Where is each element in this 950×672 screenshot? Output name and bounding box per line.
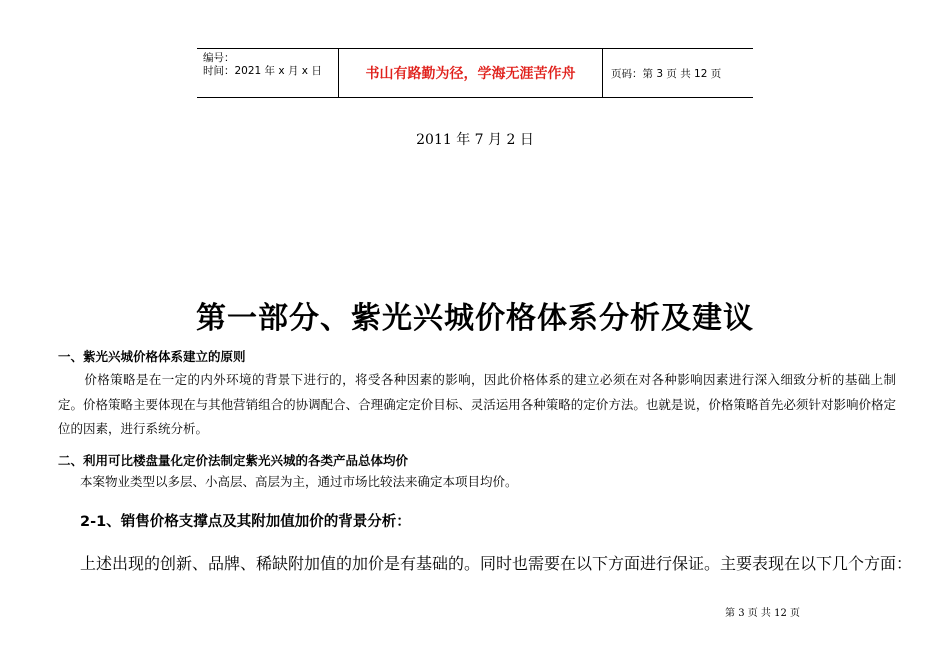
header-motto: 书山有路勤为径，学海无涯苦作舟 xyxy=(339,49,603,97)
section2-heading: 二、利用可比楼盘量化定价法制定紫光兴城的各类产品总体均价 xyxy=(58,453,409,468)
page-footer: 第 3 页 共 12 页 xyxy=(725,608,800,619)
header-page-info: 页码：第 3 页 共 12 页 xyxy=(611,67,722,80)
header-table xyxy=(197,48,753,98)
subsection-body: 上述出现的创新、品牌、稀缺附加值的加价是有基础的。同时也需要在以下方面进行保证。主要表现在以下几个方面： xyxy=(80,554,913,573)
section1-paragraph-text: 价格策略是在一定的内外环境的背景下进行的，将受各种因素的影响，因此价格体系的建立必须在对各种影响因素进行深入细致分析的基础上制定。价格策略主要体现在与其他营销组合的协调配合、合理确定定价目标、灵活运用各种策略的定价方法。也就是说，价格策略首先必须针对影响价格定位的因素，进行系统分析。 xyxy=(58,372,896,436)
time-label: 时间：2021 年 x 月 x 日 xyxy=(203,65,322,77)
section2-paragraph: 本案物业类型以多层、小高层、高层为主，通过市场比较法来确定本项目均价。 xyxy=(80,474,518,489)
code-label: 编号： xyxy=(203,52,235,64)
section1-paragraph xyxy=(58,368,896,442)
document-date: 2011 年 7 月 2 日 xyxy=(416,132,534,148)
subsection-heading: 2-1、销售价格支撑点及其附加值加价的背景分析： xyxy=(80,514,411,530)
header-meta-cell xyxy=(197,49,339,97)
section1-heading: 一、紫光兴城价格体系建立的原则 xyxy=(58,349,246,364)
part-title: 第一部分、紫光兴城价格体系分析及建议 xyxy=(196,301,754,336)
